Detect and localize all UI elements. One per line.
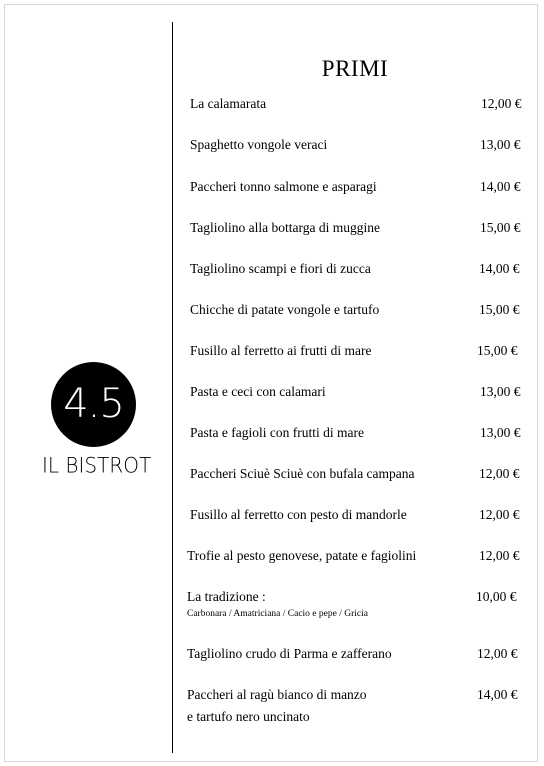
menu-item-price: 15,00 € bbox=[477, 343, 518, 358]
menu-item-price: 14,00 € bbox=[480, 179, 521, 194]
menu-item-name: Trofie al pesto genovese, patate e fagiolini bbox=[187, 548, 417, 563]
menu-item-price: 12,00 € bbox=[479, 548, 520, 563]
menu-item-price: 14,00 € bbox=[477, 687, 518, 702]
menu-item-name: Tagliolino scampi e fiori di zucca bbox=[190, 261, 371, 276]
bistrot-logo bbox=[40, 362, 152, 486]
menu-item-name: La calamarata bbox=[190, 96, 267, 111]
menu-item-name: Tagliolino alla bottarga di muggine bbox=[190, 220, 381, 235]
menu-item-price: 13,00 € bbox=[480, 425, 521, 440]
section-title: PRIMI bbox=[321, 56, 389, 81]
logo-number: 4.5 bbox=[63, 381, 124, 427]
menu-item-name: Fusillo al ferretto con pesto di mandorle bbox=[190, 507, 407, 522]
menu-item-price: 15,00 € bbox=[479, 302, 520, 317]
menu-item-price: 13,00 € bbox=[480, 137, 521, 152]
menu-item-name: Paccheri tonno salmone e asparagi bbox=[190, 179, 377, 194]
menu-item-price: 15,00 € bbox=[480, 220, 521, 235]
menu-item-name: Spaghetto vongole veraci bbox=[190, 137, 328, 152]
menu-item-price: 14,00 € bbox=[479, 261, 520, 276]
menu-item-subtitle: Carbonara / Amatriciana / Cacio e pepe / Gricia bbox=[187, 609, 368, 619]
menu-item-name-line2: e tartufo nero uncinato bbox=[187, 709, 310, 724]
menu-item-price: 13,00 € bbox=[480, 384, 521, 399]
logo-circle bbox=[51, 362, 136, 447]
menu-item-price: 12,00 € bbox=[481, 96, 522, 111]
menu-item-name: Pasta e ceci con calamari bbox=[190, 384, 326, 399]
menu-item-name: Paccheri al ragù bianco di manzo bbox=[187, 687, 367, 702]
logo-name: IL BISTROT bbox=[42, 452, 152, 478]
vertical-divider bbox=[172, 22, 173, 753]
menu-item-price: 12,00 € bbox=[479, 507, 520, 522]
menu-item-name: Paccheri Sciuè Sciuè con bufala campana bbox=[190, 466, 415, 481]
menu-item-price: 12,00 € bbox=[477, 646, 518, 661]
menu-item-name: Tagliolino crudo di Parma e zafferano bbox=[187, 646, 392, 661]
menu-item-name: Chicche di patate vongole e tartufo bbox=[190, 302, 380, 317]
menu-item-price: 10,00 € bbox=[476, 589, 517, 604]
menu-item-name: Fusillo al ferretto ai frutti di mare bbox=[190, 343, 372, 358]
menu-item-price: 12,00 € bbox=[479, 466, 520, 481]
menu-item-name: La tradizione : bbox=[187, 589, 266, 604]
menu-item-name: Pasta e fagioli con frutti di mare bbox=[190, 425, 364, 440]
